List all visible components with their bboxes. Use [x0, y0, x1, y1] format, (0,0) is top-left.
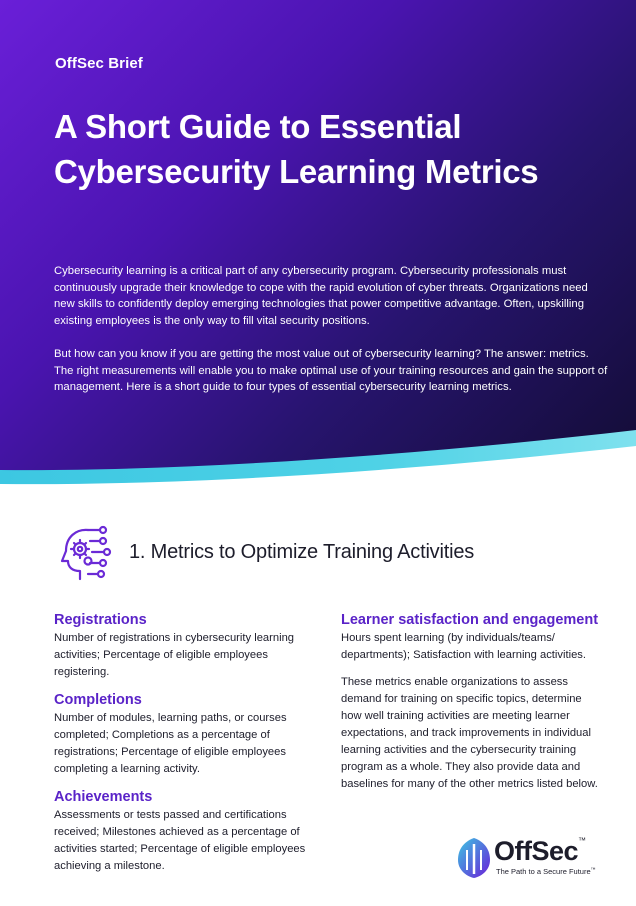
body-text: Number of modules, learning paths, or courses completed; Completions as a percentage of registrations; Percentage of eligible employees completing a learning activity.: [54, 712, 287, 775]
logo-name: OffSec™: [494, 836, 586, 866]
brand-label: OffSec Brief: [55, 55, 143, 72]
logo-tagline: The Path to a Secure Future™: [496, 867, 596, 876]
left-column: [54, 611, 314, 875]
page-title: A Short Guide to Essential Cybersecurity Learning Metrics: [54, 108, 539, 190]
section-heading: 1. Metrics to Optimize Training Activities: [129, 541, 475, 563]
intro-paragraph: But how can you know if you are getting the most value out of cybersecurity learning? The answer: metrics. The right measurements will enable you to make optimal use of your training resources and gain the support of management. Here is a short guide to four types of essential cybersecurity learning metrics.: [54, 348, 608, 393]
head-gears-icon: [50, 521, 114, 585]
hero-wave: [0, 400, 636, 485]
offsec-logo-icon: [454, 836, 494, 880]
body-text: Number of registrations in cybersecurity learning activities; Percentage of eligible employees registering.: [54, 632, 295, 678]
subheading-achievements: Achievements: [54, 789, 153, 805]
body-text: Assessments or tests passed and certifications received; Milestones achieved as a percentage of activities started; Percentage of eligible employees achieving a milestone.: [54, 809, 306, 872]
subheading-registrations: Registrations: [54, 612, 147, 628]
right-column: [341, 611, 601, 793]
body-text: Hours spent learning (by individuals/teams/ departments); Satisfaction with learning activities.: [341, 632, 586, 661]
body-text: These metrics enable organizations to assess demand for training on specific topics, determine how well training activities are meeting learner expectations, and track improvements in individual learning activities and the cybersecurity training program as a whole. They also provide data and baselines for many of the other metrics listed below.: [341, 676, 598, 790]
subheading-completions: Completions: [54, 692, 142, 708]
subheading-learner-satisfaction: Learner satisfaction and engagement: [341, 612, 599, 628]
intro-paragraph: Cybersecurity learning is a critical part of any cybersecurity program. Cybersecurity professionals must continuously upgrade their knowledge to cope with the rapid evolution of cyber threats. Organizations need new skills to confidently deploy emerging technologies that power competitive advantage. Often, upskilling existing employees is the only way to fill vital security positions.: [54, 265, 588, 327]
